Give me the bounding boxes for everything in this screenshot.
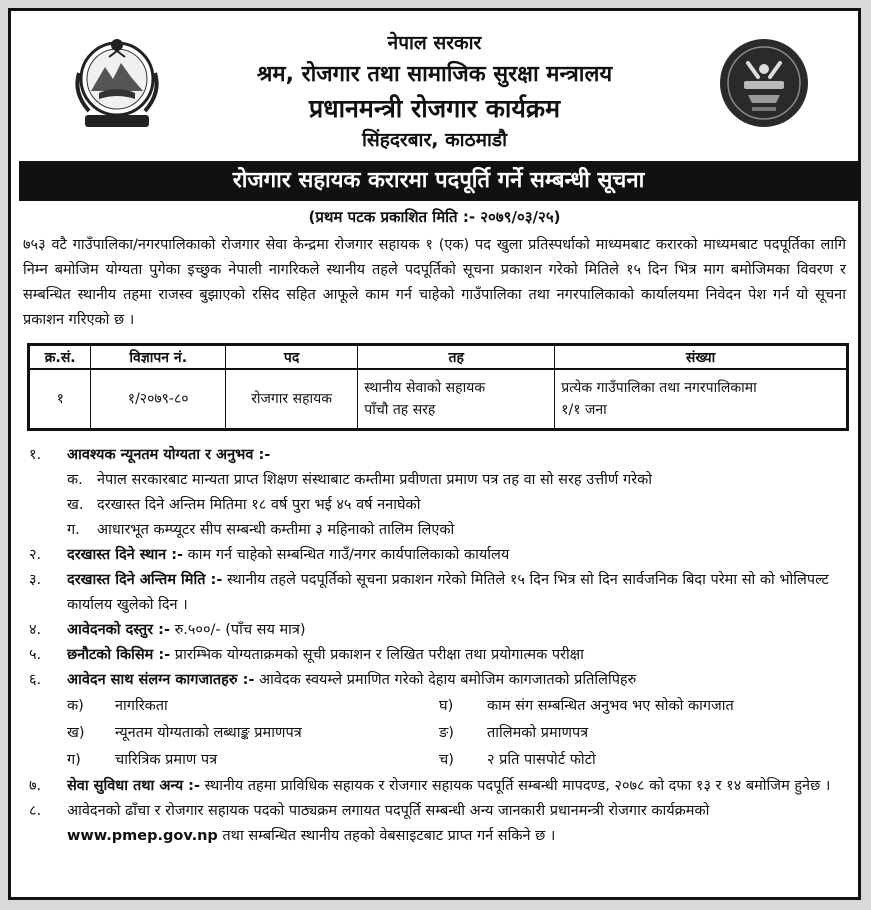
item-text: रु.५००/- (पाँच सय मात्र) [169,622,306,638]
cell-sn: १ [29,369,91,430]
document-text: काम संग सम्बन्धित अनुभव भए सोको कागजात [487,698,734,714]
cell-count-line1: प्रत्येक गाउँपालिका तथा नगरपालिकामा [561,380,757,396]
item-title: सेवा सुविधा तथा अन्य :- [67,778,200,794]
documents-grid [67,693,846,774]
vacancy-table [27,343,849,431]
document-text: नागरिकता [115,698,168,714]
item-text: स्थानीय तहले पदपूर्तिको सूचना प्रकाशन गरेको मितिले १५ दिन भित्र सो दिन सार्वजनिक बिदा परेमा सो को भोलिपल्ट कार्यालय खुलेको दिन । [67,572,829,613]
col-header-post: पद [225,345,357,370]
item-title: दरखास्त दिने अन्तिम मिति :- [67,572,223,588]
item-title: आवेदनको दस्तुर :- [67,622,170,638]
list-item [29,799,846,849]
document-key: ङ) [439,725,454,741]
cell-level-line2: पाँचौ तह सरह [364,402,436,418]
header [11,11,858,161]
intro-paragraph: ७५३ वटै गाउँपालिका/नगरपालिकाको रोजगार सेवा केन्द्रमा रोजगार सहायक १ (एक) पद खुला प्रतिस्पर्धाको माध्यमबाट करारको माध्यमबाट पदपूर्तिका लागि निम्न बमोजिम योग्यता पुगेका इच्छुक नेपाली नागरिकले स्थानीय तहले पदपूर्तिको सूचना प्रकाशन गरेको मितिले १५ दिन भित्र माग बमोजिमका विवरण र सम्बन्धित स्थानीय तहमा राजस्व बुझाएको रसिद सहित आफूले काम गर्न चाहेको गाउँपालिका तथा नगरपालिकाको कार्यालयमा निवेदन पेश गर्न यो सूचना प्रकाशन गरिएको छ । [23,237,846,328]
item-title: दरखास्त दिने स्थान :- [67,547,184,563]
cell-count-line2: १/१ जना [561,402,607,418]
list-item [29,443,846,468]
document-text: २ प्रति पासपोर्ट फोटो [487,752,596,768]
document-item [67,693,168,720]
ministry-name: श्रम, रोजगार तथा सामाजिक सुरक्षा मन्त्रालय [256,62,613,87]
sub-item [67,493,846,518]
document-item [439,693,734,720]
sub-item-text: नेपाल सरकारबाट मान्यता प्राप्त शिक्षण संस्थाबाट कम्तीमा प्रवीणता प्रमाण पत्र तह वा सो सरह उत्तीर्ण गरेको [97,472,653,488]
document-key: ख) [67,725,85,741]
item-number: ६. [29,672,42,688]
col-header-sn: क्र.सं. [29,345,91,370]
document-text: चारित्रिक प्रमाण पत्र [115,752,218,768]
table-row [29,369,848,430]
document-key: ग) [67,752,81,768]
document-item [439,747,596,774]
cell-level-line1: स्थानीय सेवाको सहायक [364,380,486,396]
sub-item-key: ख. [67,497,84,513]
document-key: च) [439,752,454,768]
item-text: आवेदनको ढाँचा र रोजगार सहायक पदको पाठ्यक्रम लगायत पदपूर्ति सम्बन्धी अन्य जानकारी प्रधानमन्त्री रोजगार कार्यक्रमको [67,803,710,819]
govt-name: नेपाल सरकार [387,32,482,54]
item-text: स्थानीय तहमा प्राविधिक सहायक र रोजगार सहायक पदपूर्ति सम्बन्धी मापदण्ड, २०७८ को दफा १३ र १४ बमोजिम हुनेछ । [199,778,831,794]
pmep-logo-icon [718,37,810,129]
item-title: आवश्यक न्यूनतम योग्यता र अनुभव :- [67,447,271,463]
item-text-end: तथा सम्बन्धित स्थानीय तहको वेबसाइटबाट प्राप्त गर्न सकिने छ । [217,828,556,844]
item-number: ५. [29,647,42,663]
item-number: १. [29,447,42,463]
list-item [29,568,846,618]
program-name: प्रधानमन्त्री रोजगार कार्यक्रम [308,94,561,123]
list-item [29,774,846,799]
published-date: (प्रथम पटक प्रकाशित मिति :- २०७९/०३/२५) [308,208,561,226]
item-number: ८. [29,803,42,819]
item-text: प्रारम्भिक योग्यताक्रमको सूची प्रकाशन र लिखित परीक्षा तथा प्रयोगात्मक परीक्षा [170,647,584,663]
sub-item [67,468,846,493]
sub-item-key: क. [67,472,83,488]
cell-post: रोजगार सहायक [225,369,357,430]
requirements-list [29,443,846,849]
col-header-ad-no: विज्ञापन नं. [91,345,226,370]
item-number: ३. [29,572,42,588]
list-item [29,643,846,668]
document-key: क) [67,698,84,714]
document-key: घ) [439,698,454,714]
table-header-row [29,345,848,370]
col-header-level: तह [358,345,555,370]
sub-item [67,518,846,543]
notice-title-banner: रोजगार सहायक करारमा पदपूर्ति गर्ने सम्बन्धी सूचना [19,161,858,201]
sub-item-text: दरखास्त दिने अन्तिम मितिमा १८ वर्ष पुरा भई ४५ वर्ष ननाघेको [97,497,421,513]
sub-item-text: आधारभूत कम्प्यूटर सीप सम्बन्धी कम्तीमा ३ महिनाको तालिम लिएको [97,522,455,538]
website-link[interactable]: www.pmep.gov.np [67,828,218,844]
item-number: ४. [29,622,42,638]
item-text: काम गर्न चाहेको सम्बन्धित गाउँ/नगर कार्यपालिकाको कार्यालय [183,547,510,563]
document-item [67,720,302,747]
cell-ad-no: १/२०७९-८० [91,369,226,430]
list-item [29,618,846,643]
item-text: आवेदक स्वयम्ले प्रमाणित गरेको देहाय बमोजिम कागजातको प्रतिलिपिहरु [254,672,637,688]
cell-level [358,369,555,430]
item-title: छनौटको किसिम :- [67,647,171,663]
cell-count [555,369,848,430]
sub-item-key: ग. [67,522,80,538]
document-item [67,747,217,774]
document-item [439,720,588,747]
list-item [29,543,846,568]
document-text: तालिमको प्रमाणपत्र [487,725,589,741]
notice-page [8,8,861,900]
document-text: न्यूनतम योग्यताको लब्धाङ्क प्रमाणपत्र [115,725,302,741]
office-location: सिंहदरबार, काठमाडौ [361,129,507,151]
item-number: ७. [29,778,42,794]
list-item [29,668,846,693]
item-number: २. [29,547,42,563]
item-title: आवेदन साथ संलग्न कागजातहरु :- [67,672,255,688]
col-header-count: संख्या [555,345,848,370]
